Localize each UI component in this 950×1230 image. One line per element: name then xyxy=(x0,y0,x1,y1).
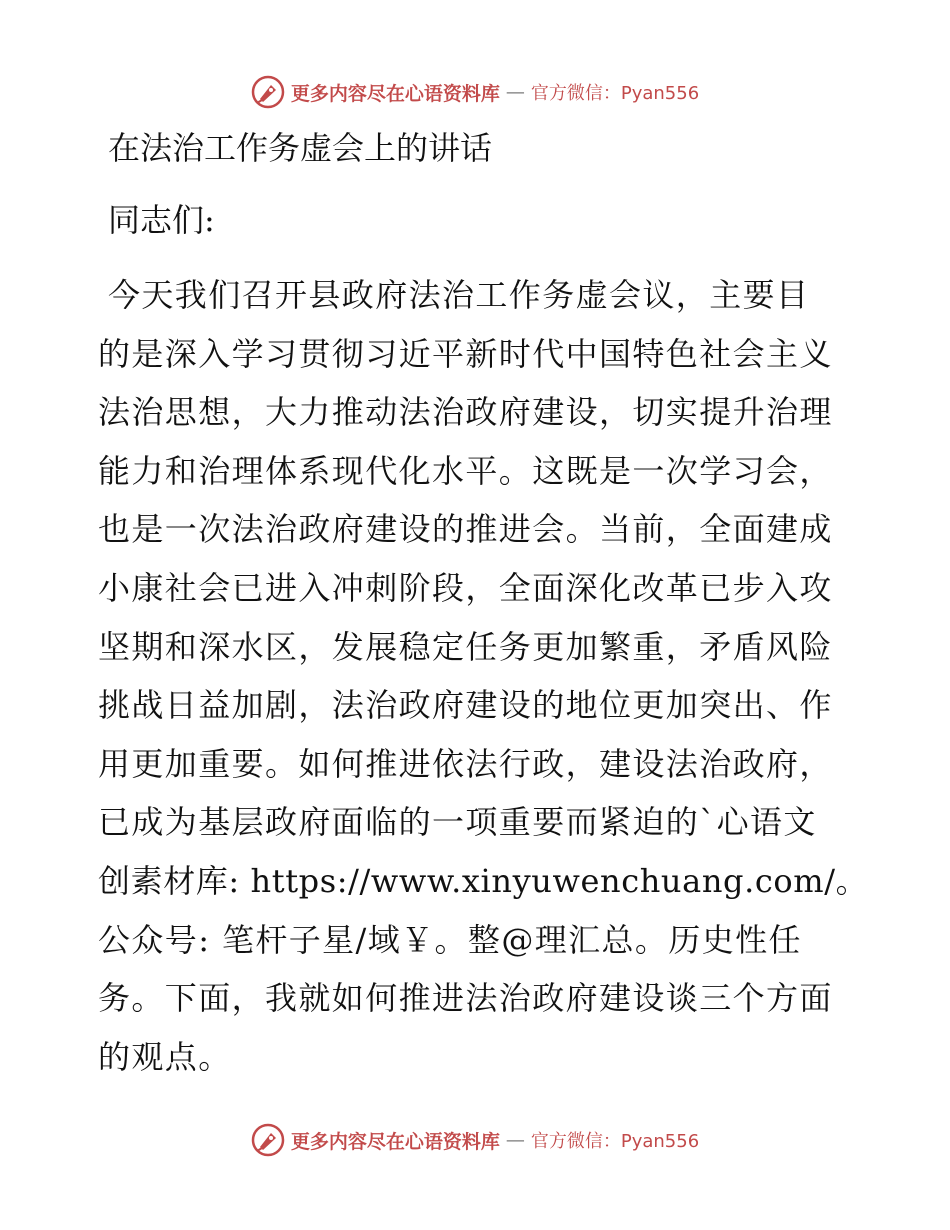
body-line: 法治思想，大力推动法治政府建设，切实提升治理 xyxy=(98,393,833,432)
body-paragraph xyxy=(98,266,869,1086)
pen-nib-logo-icon xyxy=(251,1123,285,1157)
header-banner-content xyxy=(251,75,699,109)
banner-wechat: 官方微信：Pyan556 xyxy=(530,83,700,104)
body-line: 务。下面，我就如何推进法治政府建设谈三个方面 xyxy=(98,979,833,1018)
body-line: 已成为基层政府面临的一项重要而紧迫的`心语文 xyxy=(98,803,817,842)
body-line: 能力和治理体系现代化水平。这既是一次学习会， xyxy=(98,451,833,490)
body-line: 小康社会已进入冲刺阶段，全面深化改革已步入攻 xyxy=(98,568,833,607)
body-line: 挑战日益加剧，法治政府建设的地位更加突出、作 xyxy=(98,686,833,725)
footer-banner-content xyxy=(251,1123,699,1157)
pen-nib-logo-icon xyxy=(251,75,285,109)
body-line: 的是深入学习贯彻习近平新时代中国特色社会主义 xyxy=(98,334,833,373)
salutation: 同志们: xyxy=(108,201,215,239)
document-title: 在法治工作务虚会上的讲话 xyxy=(108,129,493,167)
body-line: 用更加重要。如何推进依法行政，建设法治政府， xyxy=(98,744,833,783)
banner-text: 更多内容尽在心语资料库 xyxy=(290,82,500,105)
banner-text: 更多内容尽在心语资料库 xyxy=(290,1130,500,1153)
banner-wechat: 官方微信：Pyan556 xyxy=(530,1131,700,1152)
banner-separator: — xyxy=(505,81,525,103)
header-banner xyxy=(0,72,950,112)
body-line: 创素材库: https://www.xinyuwenchuang.com/。 xyxy=(98,861,869,900)
body-line: 坚期和深水区，发展稳定任务更加繁重，矛盾风险 xyxy=(98,627,833,666)
body-line: 的观点。 xyxy=(98,1037,232,1076)
body-line: 也是一次法治政府建设的推进会。当前，全面建成 xyxy=(98,510,833,549)
body-line: 公众号: 笔杆子星/域￥。整@理汇总。历史性任 xyxy=(98,920,802,959)
footer-banner xyxy=(0,1120,950,1160)
body-line: 今天我们召开县政府法治工作务虚会议，主要目 xyxy=(108,276,810,314)
banner-separator: — xyxy=(505,1129,525,1151)
